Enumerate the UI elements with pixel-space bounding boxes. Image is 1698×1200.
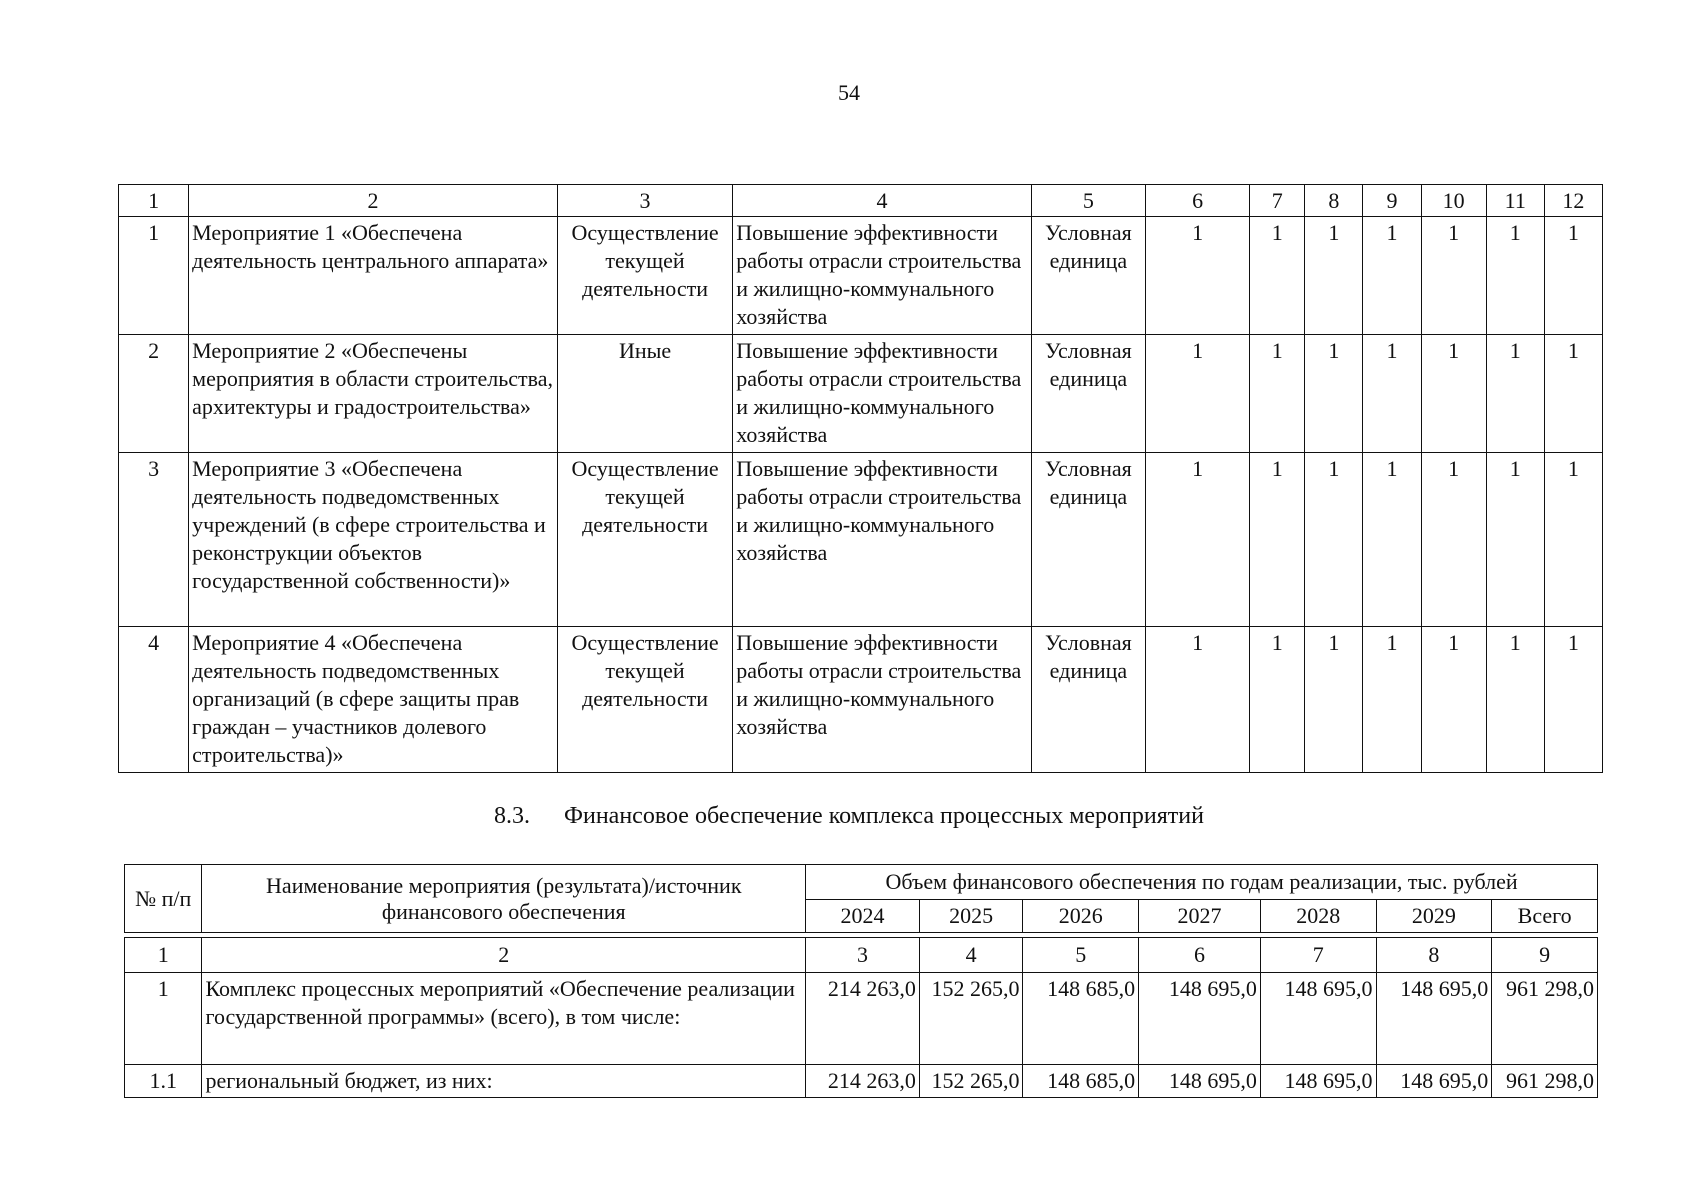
year-header: 2026 <box>1023 900 1139 933</box>
amount-cell: 214 263,0 <box>806 973 920 1065</box>
page-number: 54 <box>838 80 860 105</box>
row-number: 3 <box>119 453 189 627</box>
row-number: 2 <box>119 335 189 453</box>
col-number: 4 <box>919 938 1023 973</box>
table-row <box>119 335 1603 453</box>
value-cell: 1 <box>1421 453 1486 627</box>
col-number: 9 <box>1492 938 1598 973</box>
unit: Условная единица <box>1031 217 1145 335</box>
activity-name: Мероприятие 3 «Обеспечена деятельность подведомственных учреждений (в сфере строительства и реконструкции объектов государственной собственности)» <box>189 453 558 627</box>
row-number: 1.1 <box>125 1065 202 1098</box>
row-number: 1 <box>119 217 189 335</box>
header-number: № п/п <box>125 865 202 933</box>
column-number-row <box>125 938 1598 973</box>
year-header: 2028 <box>1260 900 1376 933</box>
col-number: 10 <box>1421 185 1486 217</box>
amount-cell: 148 685,0 <box>1023 1065 1139 1098</box>
unit: Условная единица <box>1031 627 1145 773</box>
amount-cell: 148 695,0 <box>1260 1065 1376 1098</box>
col-number: 7 <box>1250 185 1305 217</box>
value-cell: 1 <box>1146 627 1250 773</box>
value-cell: 1 <box>1486 627 1544 773</box>
value-cell: 1 <box>1421 217 1486 335</box>
table-row <box>125 973 1598 1065</box>
header-funding-volume: Объем финансового обеспечения по годам реализации, тыс. рублей <box>806 865 1598 900</box>
value-cell: 1 <box>1486 453 1544 627</box>
activity-description: Повышение эффективности работы отрасли строительства и жилищно-коммунального хозяйства <box>733 627 1032 773</box>
value-cell: 1 <box>1486 217 1544 335</box>
activity-description: Повышение эффективности работы отрасли строительства и жилищно-коммунального хозяйства <box>733 335 1032 453</box>
value-cell: 1 <box>1146 335 1250 453</box>
col-number: 4 <box>733 185 1032 217</box>
value-cell: 1 <box>1305 217 1363 335</box>
col-number: 12 <box>1544 185 1602 217</box>
value-cell: 1 <box>1421 335 1486 453</box>
section-heading <box>0 803 1698 830</box>
column-number-row <box>119 185 1603 217</box>
col-number: 6 <box>1139 938 1261 973</box>
value-cell: 1 <box>1421 627 1486 773</box>
table-row <box>119 217 1603 335</box>
amount-cell: 148 695,0 <box>1139 973 1261 1065</box>
col-number: 8 <box>1305 185 1363 217</box>
activity-name: региональный бюджет, из них: <box>202 1065 806 1098</box>
col-number: 2 <box>189 185 558 217</box>
activity-name: Мероприятие 4 «Обеспечена деятельность подведомственных организаций (в сфере защиты прав граждан – участников долевого строительства)» <box>189 627 558 773</box>
col-number: 7 <box>1260 938 1376 973</box>
header-activity-name: Наименование мероприятия (результата)/источник финансового обеспечения <box>202 865 806 933</box>
section-number: 8.3. <box>494 803 531 829</box>
col-number: 1 <box>125 938 202 973</box>
section-title: Финансовое обеспечение комплекса процессных мероприятий <box>564 803 1204 829</box>
amount-cell: 152 265,0 <box>919 1065 1023 1098</box>
total-cell: 961 298,0 <box>1492 1065 1598 1098</box>
activity-name: Комплекс процессных мероприятий «Обеспечение реализации государственной программы» (всего), в том числе: <box>202 973 806 1065</box>
col-number: 9 <box>1363 185 1421 217</box>
col-number: 11 <box>1486 185 1544 217</box>
unit: Условная единица <box>1031 335 1145 453</box>
table-row <box>119 627 1603 773</box>
value-cell: 1 <box>1305 627 1363 773</box>
amount-cell: 148 695,0 <box>1376 973 1492 1065</box>
value-cell: 1 <box>1363 217 1421 335</box>
value-cell: 1 <box>1544 217 1602 335</box>
col-number: 1 <box>119 185 189 217</box>
value-cell: 1 <box>1363 453 1421 627</box>
total-header: Всего <box>1492 900 1598 933</box>
activity-type: Осуществление текущей деятельности <box>557 453 732 627</box>
row-number: 1 <box>125 973 202 1065</box>
col-number: 3 <box>806 938 920 973</box>
value-cell: 1 <box>1544 335 1602 453</box>
value-cell: 1 <box>1146 217 1250 335</box>
activities-table <box>118 184 1603 773</box>
activity-type: Осуществление текущей деятельности <box>557 217 732 335</box>
table-row <box>119 453 1603 627</box>
col-number: 2 <box>202 938 806 973</box>
amount-cell: 148 695,0 <box>1260 973 1376 1065</box>
value-cell: 1 <box>1486 335 1544 453</box>
amount-cell: 148 685,0 <box>1023 973 1139 1065</box>
amount-cell: 214 263,0 <box>806 1065 920 1098</box>
activity-name: Мероприятие 2 «Обеспечены мероприятия в области строительства, архитектуры и градостроительства» <box>189 335 558 453</box>
col-number: 5 <box>1031 185 1145 217</box>
col-number: 8 <box>1376 938 1492 973</box>
year-header: 2025 <box>919 900 1023 933</box>
activity-name: Мероприятие 1 «Обеспечена деятельность центрального аппарата» <box>189 217 558 335</box>
value-cell: 1 <box>1363 335 1421 453</box>
col-number: 5 <box>1023 938 1139 973</box>
activity-type: Иные <box>557 335 732 453</box>
value-cell: 1 <box>1305 335 1363 453</box>
col-number: 3 <box>557 185 732 217</box>
value-cell: 1 <box>1544 627 1602 773</box>
amount-cell: 148 695,0 <box>1139 1065 1261 1098</box>
amount-cell: 152 265,0 <box>919 973 1023 1065</box>
value-cell: 1 <box>1363 627 1421 773</box>
activity-description: Повышение эффективности работы отрасли строительства и жилищно-коммунального хозяйства <box>733 453 1032 627</box>
value-cell: 1 <box>1146 453 1250 627</box>
amount-cell: 148 695,0 <box>1376 1065 1492 1098</box>
value-cell: 1 <box>1250 217 1305 335</box>
year-header: 2024 <box>806 900 920 933</box>
row-number: 4 <box>119 627 189 773</box>
value-cell: 1 <box>1544 453 1602 627</box>
value-cell: 1 <box>1305 453 1363 627</box>
header-row <box>125 865 1598 900</box>
total-cell: 961 298,0 <box>1492 973 1598 1065</box>
value-cell: 1 <box>1250 335 1305 453</box>
financing-table <box>124 864 1598 1098</box>
activity-type: Осуществление текущей деятельности <box>557 627 732 773</box>
table-row <box>125 1065 1598 1098</box>
year-header: 2029 <box>1376 900 1492 933</box>
unit: Условная единица <box>1031 453 1145 627</box>
value-cell: 1 <box>1250 627 1305 773</box>
col-number: 6 <box>1146 185 1250 217</box>
value-cell: 1 <box>1250 453 1305 627</box>
year-header: 2027 <box>1139 900 1261 933</box>
activity-description: Повышение эффективности работы отрасли строительства и жилищно-коммунального хозяйства <box>733 217 1032 335</box>
